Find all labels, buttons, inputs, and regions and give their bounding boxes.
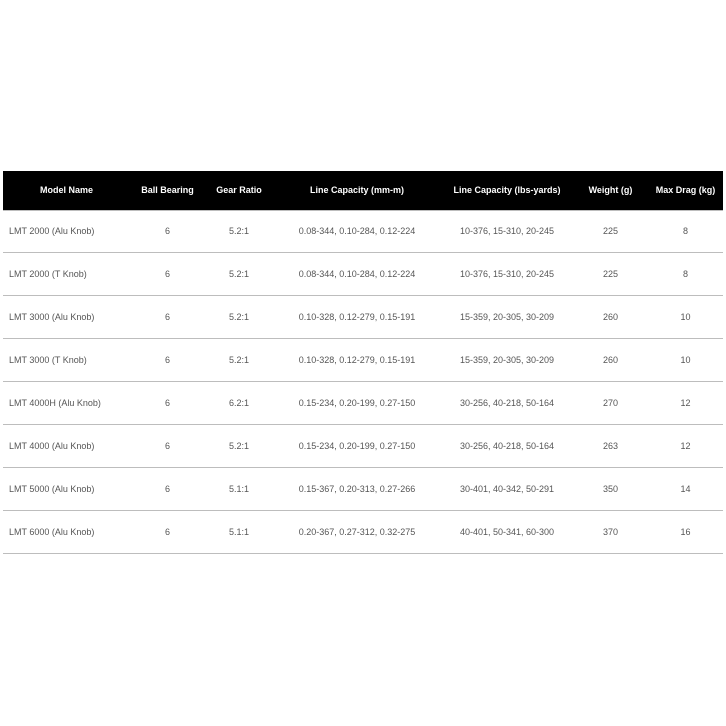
line-capacity-lbs-cell: 10-376, 15-310, 20-245 [441, 210, 573, 253]
header-weight: Weight (g) [588, 185, 633, 196]
model-name-cell: LMT 4000 (Alu Knob) [3, 424, 130, 467]
max-drag-cell: 8 [648, 210, 723, 253]
line-capacity-mm-cell: 0.10-328, 0.12-279, 0.15-191 [273, 339, 441, 382]
table-row [3, 382, 723, 425]
weight-cell: 370 [573, 510, 648, 553]
model-name-cell: LMT 4000H (Alu Knob) [3, 382, 130, 425]
weight-cell: 260 [573, 339, 648, 382]
line-capacity-mm-cell: 0.15-234, 0.20-199, 0.27-150 [273, 424, 441, 467]
header-model-name: Model Name [39, 185, 93, 196]
line-capacity-lbs-cell: 30-256, 40-218, 50-164 [441, 382, 573, 425]
weight-cell: 260 [573, 296, 648, 339]
model-name-cell: LMT 3000 (Alu Knob) [3, 296, 130, 339]
spec-table-header [3, 171, 723, 210]
gear-ratio-cell: 5.1:1 [205, 510, 273, 553]
table-row [3, 424, 723, 467]
line-capacity-lbs-cell: 30-256, 40-218, 50-164 [441, 424, 573, 467]
line-capacity-mm-cell: 0.15-234, 0.20-199, 0.27-150 [273, 382, 441, 425]
weight-cell: 263 [573, 424, 648, 467]
max-drag-cell: 12 [648, 382, 723, 425]
weight-cell: 270 [573, 382, 648, 425]
max-drag-cell: 8 [648, 253, 723, 296]
table-row [3, 339, 723, 382]
max-drag-cell: 16 [648, 510, 723, 553]
header-max-drag: Max Drag (kg) [655, 185, 716, 196]
line-capacity-lbs-cell: 30-401, 40-342, 50-291 [441, 467, 573, 510]
line-capacity-mm-cell: 0.08-344, 0.10-284, 0.12-224 [273, 253, 441, 296]
gear-ratio-cell: 5.2:1 [205, 296, 273, 339]
gear-ratio-cell: 6.2:1 [205, 382, 273, 425]
max-drag-cell: 10 [648, 296, 723, 339]
table-row [3, 510, 723, 553]
gear-ratio-cell: 5.1:1 [205, 467, 273, 510]
table-row [3, 253, 723, 296]
line-capacity-lbs-cell: 40-401, 50-341, 60-300 [441, 510, 573, 553]
ball-bearing-cell: 6 [130, 424, 205, 467]
model-name-cell: LMT 3000 (T Knob) [3, 339, 130, 382]
table-row [3, 210, 723, 253]
line-capacity-mm-cell: 0.20-367, 0.27-312, 0.32-275 [273, 510, 441, 553]
gear-ratio-cell: 5.2:1 [205, 210, 273, 253]
ball-bearing-cell: 6 [130, 339, 205, 382]
model-name-cell: LMT 5000 (Alu Knob) [3, 467, 130, 510]
weight-cell: 225 [573, 210, 648, 253]
header-row [3, 171, 723, 210]
model-name-cell: LMT 2000 (Alu Knob) [3, 210, 130, 253]
header-line-capacity-mm: Line Capacity (mm-m) [309, 185, 405, 196]
line-capacity-lbs-cell: 15-359, 20-305, 30-209 [441, 296, 573, 339]
line-capacity-mm-cell: 0.08-344, 0.10-284, 0.12-224 [273, 210, 441, 253]
ball-bearing-cell: 6 [130, 210, 205, 253]
model-name-cell: LMT 2000 (T Knob) [3, 253, 130, 296]
max-drag-cell: 12 [648, 424, 723, 467]
ball-bearing-cell: 6 [130, 382, 205, 425]
weight-cell: 225 [573, 253, 648, 296]
line-capacity-lbs-cell: 10-376, 15-310, 20-245 [441, 253, 573, 296]
header-ball-bearing: Ball Bearing [141, 185, 194, 196]
gear-ratio-cell: 5.2:1 [205, 253, 273, 296]
ball-bearing-cell: 6 [130, 253, 205, 296]
max-drag-cell: 14 [648, 467, 723, 510]
line-capacity-mm-cell: 0.10-328, 0.12-279, 0.15-191 [273, 296, 441, 339]
model-name-cell: LMT 6000 (Alu Knob) [3, 510, 130, 553]
ball-bearing-cell: 6 [130, 467, 205, 510]
spec-table-body [3, 210, 723, 553]
gear-ratio-cell: 5.2:1 [205, 339, 273, 382]
table-row [3, 467, 723, 510]
gear-ratio-cell: 5.2:1 [205, 424, 273, 467]
table-row [3, 296, 723, 339]
ball-bearing-cell: 6 [130, 510, 205, 553]
weight-cell: 350 [573, 467, 648, 510]
header-line-capacity-lbs: Line Capacity (lbs-yards) [453, 185, 561, 196]
header-gear-ratio: Gear Ratio [216, 185, 262, 196]
line-capacity-lbs-cell: 15-359, 20-305, 30-209 [441, 339, 573, 382]
line-capacity-mm-cell: 0.15-367, 0.20-313, 0.27-266 [273, 467, 441, 510]
max-drag-cell: 10 [648, 339, 723, 382]
spec-table [3, 171, 723, 554]
ball-bearing-cell: 6 [130, 296, 205, 339]
